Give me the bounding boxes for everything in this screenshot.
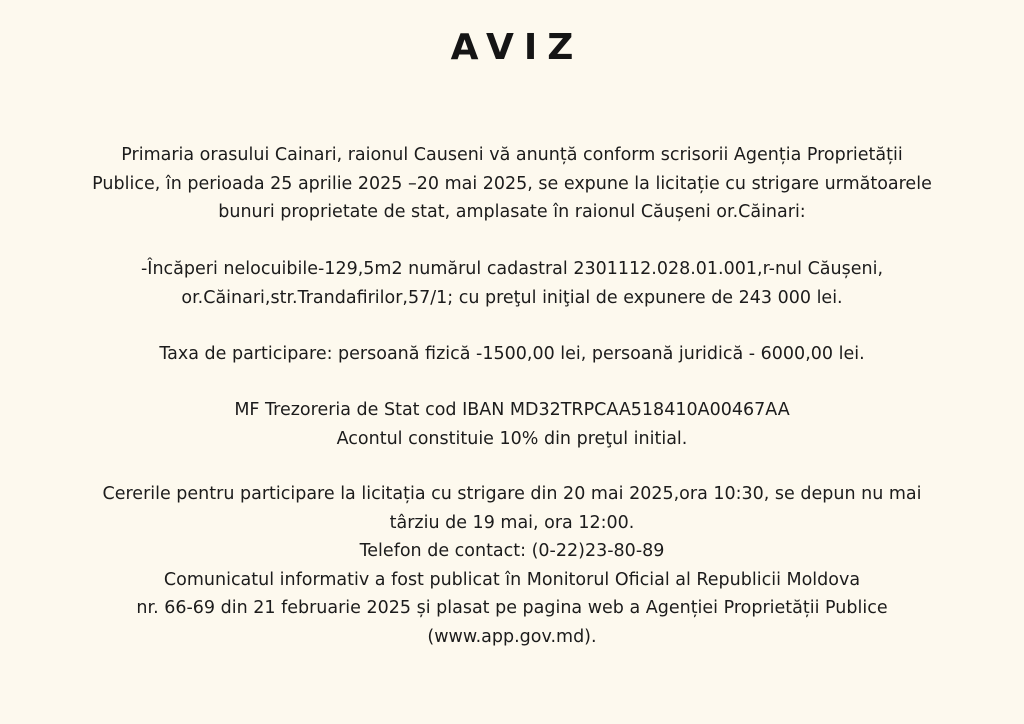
application-deadline-line: târziu de 19 mai, ora 12:00. — [389, 512, 635, 533]
bank-details-paragraph — [20, 396, 1004, 453]
publication-line: nr. 66-69 din 21 februarie 2025 și plasat pe pagina web a Agenției Proprietății Publice — [136, 598, 888, 618]
property-item-line: -Încăperi nelocuibile-129,5m2 numărul cadastral 2301112.028.01.001,r-nul Căușeni, — [140, 259, 884, 279]
intro-line: bunuri proprietate de stat, amplasate în raionul Căușeni or.Căinari: — [218, 202, 806, 222]
iban-line: MF Trezoreria de Stat cod IBAN MD32TRPCAA518410A00467AA — [234, 400, 790, 420]
participation-fee-line: Taxa de participare: persoană fizică -1500,00 lei, persoană juridică - 6000,00 lei. — [159, 344, 865, 364]
deposit-line: Acontul constituie 10% din preţul initial. — [336, 428, 688, 449]
intro-line: Publice, în perioada 25 aprilie 2025 –20 mai 2025, se expune la licitație cu strigare următoarele — [92, 173, 932, 194]
application-deadline-line: Cererile pentru participare la licitația cu strigare din 20 mai 2025,ora 10:30, se depun nu mai — [102, 484, 922, 504]
property-item-line: or.Căinari,str.Trandafirilor,57/1; cu preţul iniţial de expunere de 243 000 lei. — [181, 287, 843, 308]
application-info-paragraph — [20, 480, 1004, 651]
contact-phone-line: Telefon de contact: (0-22)23-80-89 — [359, 541, 665, 561]
participation-fee-paragraph — [20, 340, 1004, 369]
intro-paragraph — [20, 141, 1004, 227]
notice-title: AVIZ — [450, 27, 584, 68]
publication-line: Comunicatul informativ a fost publicat în Monitorul Oficial al Republicii Moldova — [163, 569, 861, 590]
intro-line: Primaria orasului Cainari, raionul Causeni vă anunță conform scrisorii Agenția Proprietății — [121, 145, 903, 165]
website-line: (www.app.gov.md). — [427, 626, 597, 647]
property-item-paragraph — [20, 255, 1004, 312]
